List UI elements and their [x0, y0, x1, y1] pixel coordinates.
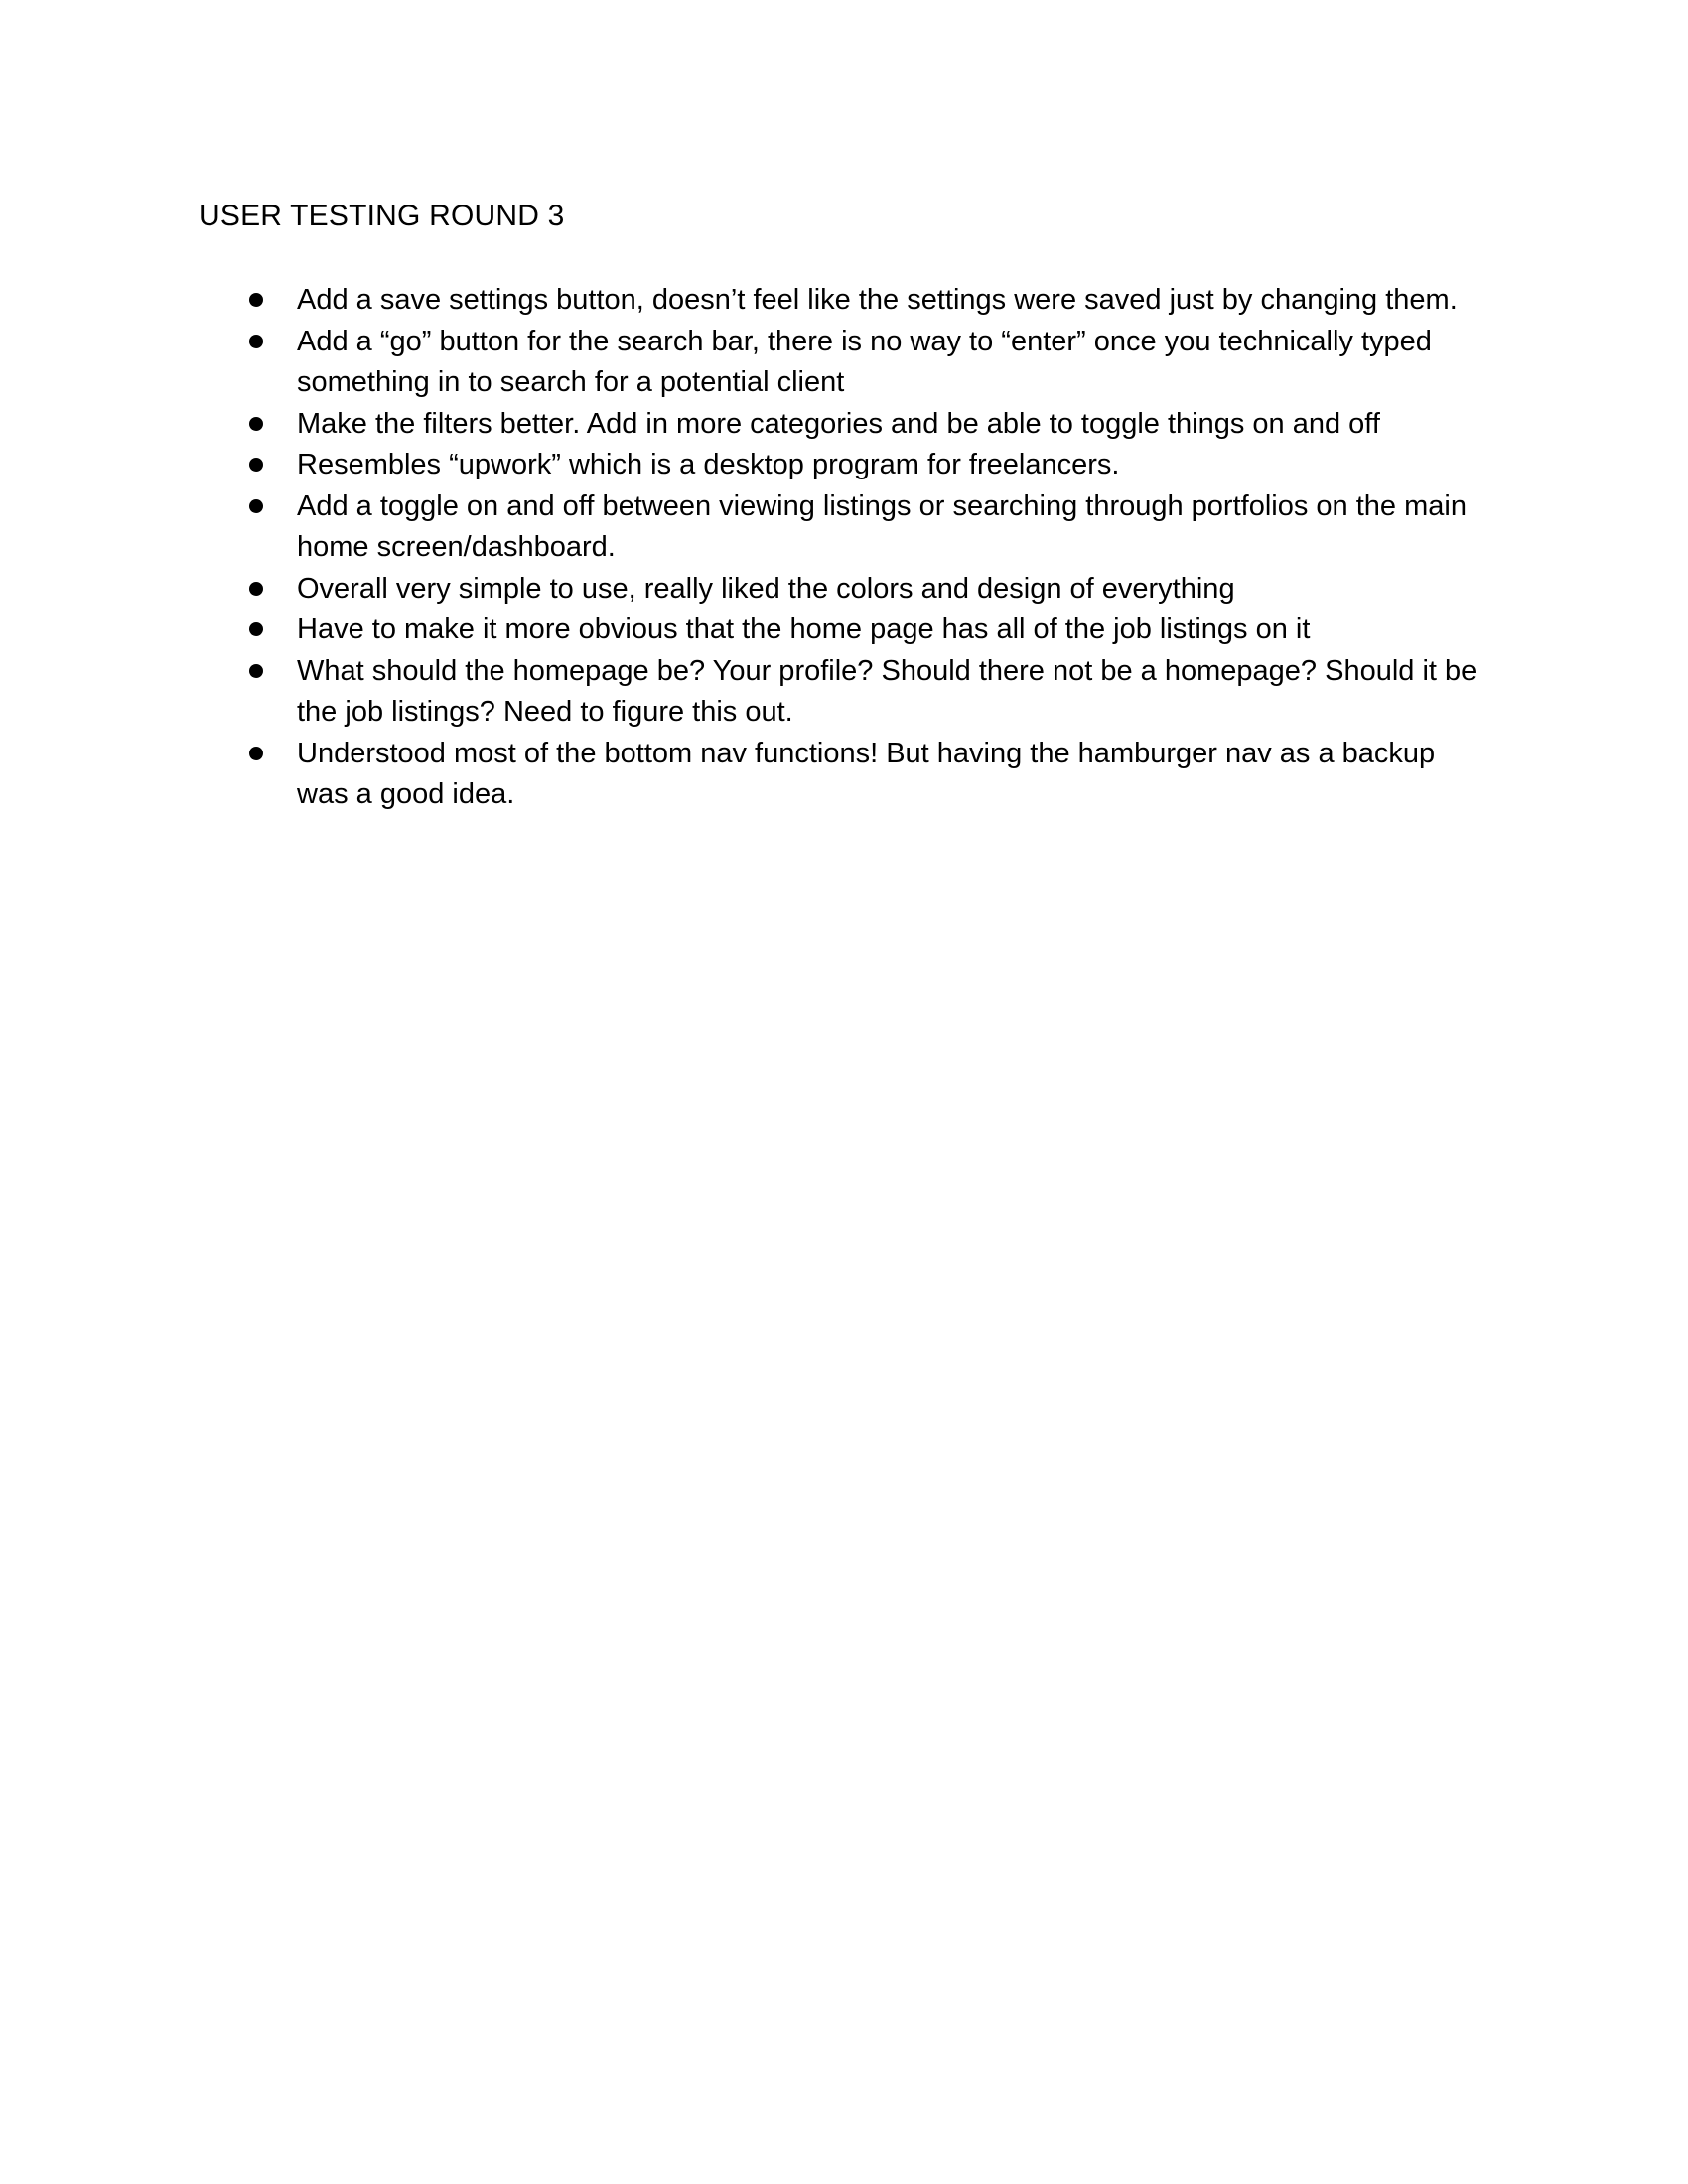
list-item [199, 404, 1489, 446]
testing-notes-list [199, 280, 1489, 816]
list-item [199, 569, 1489, 611]
bullet-icon [249, 499, 263, 513]
bullet-icon [249, 747, 263, 760]
note-text: Make the filters better. Add in more categories and be able to toggle things on and off [297, 407, 1380, 440]
note-text: Have to make it more obvious that the home page has all of the job listings on it [297, 614, 1311, 645]
list-item [199, 734, 1489, 816]
bullet-icon [249, 417, 263, 431]
bullet-icon [249, 335, 263, 348]
note-text: What should the homepage be? Your profile? Should there not be a homepage? Should it be the job listings? Need to figure this out. [297, 654, 1477, 728]
list-item [199, 322, 1489, 404]
document-title: USER TESTING ROUND 3 [199, 200, 565, 232]
bullet-icon [249, 293, 263, 307]
note-text: Overall very simple to use, really liked the colors and design of everything [297, 572, 1235, 605]
bullet-icon [249, 582, 263, 596]
list-item [199, 280, 1489, 322]
list-item [199, 486, 1489, 569]
note-text: Add a “go” button for the search bar, there is no way to “enter” once you technically typed something in to search for a potential client [297, 325, 1432, 398]
note-text: Resembles “upwork” which is a desktop program for freelancers. [297, 449, 1120, 480]
bullet-icon [249, 664, 263, 678]
bullet-icon [249, 458, 263, 472]
bullet-icon [249, 622, 263, 636]
list-item [199, 610, 1489, 651]
note-text: Add a save settings button, doesn’t feel like the settings were saved just by changing them. [297, 284, 1458, 316]
note-text: Add a toggle on and off between viewing listings or searching through portfolios on the main home screen/dashboard. [297, 489, 1467, 563]
list-item [199, 651, 1489, 734]
note-text: Understood most of the bottom nav functions! But having the hamburger nav as a backup was a good idea. [297, 737, 1436, 810]
list-item [199, 445, 1489, 486]
